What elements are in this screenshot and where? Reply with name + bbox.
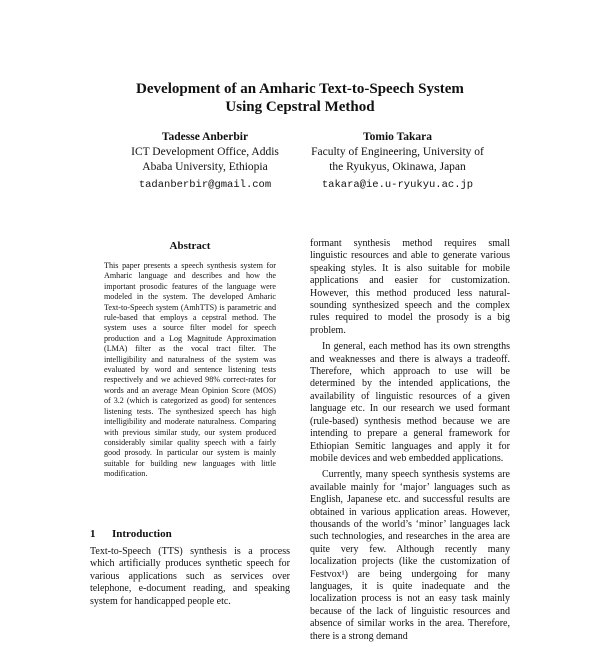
author-affiliation: Faculty of Engineering, University of [311,146,484,158]
abstract-text: This paper presents a speech synthesis system for Amharic language and describes and how the important prosodic features of the language were modeled in the system. The developed Amharic Text-to-Speech system (AmhTTS) is parametric and rule-based that employs a cepstral method. The system uses a source filter model for speech production and a Log Magnitude Approximation (LMA) filter as the vocal tract filter. The intelligibility and naturalness of the system was evaluated by word and sentence listening tests respectively and we achieved 98% correct-rates for words and an average Mean Opinion Score (MOS) of 3.2 (which is categorized as good) for sentences listening tests. The synthesized speech has high intelligibility and moderate naturalness. Comparing with previous similar study, our system produced considerably similar quality speech with a fairly good prosody. In particular our system is mainly suitable for building new languages with little modification. [104,261,276,479]
paragraph: formant synthesis method requires small linguistic resources and able to generate various speaking styles. It is also suitable for mobile applications and easier for customization. However, this method produced less natural-sounding synthesized speech and the complex rules required to model the prosody is a big problem. [310,238,510,336]
section-heading [90,528,172,540]
author-block-2 [300,130,495,193]
author-email: takara@ie.u-ryukyu.ac.jp [321,179,474,191]
section-number: 1 [90,528,96,540]
paragraph: Currently, many speech synthesis systems are available mainly for ‘major’ languages such as English, Japanese etc. and successful results are obtained in various application areas. However, thousands of the world’s ‘minor’ languages lack such technologies, and researches in the area are quite very few. Although recently many localization projects (like the customization of Festvox¹) are being undergoing for many languages, it is quite inadequate and the localization process is not an easy task mainly because of the lack of linguistic resources and absence of similar works in the area. Therefore, there is a strong demand [310,469,510,642]
author-block-1 [110,130,300,193]
abstract-heading: Abstract [169,240,211,252]
title-line-2: Using Cepstral Method [225,99,375,115]
author-name: Tomio Takara [363,131,432,143]
author-affiliation: Ababa University, Ethiopia [142,161,268,173]
introduction-text: Text-to-Speech (TTS) synthesis is a process which artificially produces synthetic speech for various applications such as services over telephone, e-document reading, and speaking system for handicapped people etc. [90,546,290,607]
author-affiliation: the Ryukyus, Okinawa, Japan [329,161,466,173]
author-email: tadanberbir@gmail.com [138,179,272,191]
title-line-1: Development of an Amharic Text-to-Speech System [136,81,464,97]
author-affiliation: ICT Development Office, Addis [131,146,279,158]
right-column [310,238,510,647]
paper-title [0,80,600,116]
section-title: Introduction [112,528,172,540]
author-name: Tadesse Anberbir [161,131,249,143]
paragraph: In general, each method has its own strengths and weaknesses and there is always a tradeoff. Therefore, which approach to use will be determined by the intended applications, the availability of linguistic resources of a given language etc. In our research we used formant (rule-based) synthesis method because we are intending to prepare a general framework for Ethiopian Semitic languages and apply it for mobile devices and web embedded applications. [310,341,510,464]
